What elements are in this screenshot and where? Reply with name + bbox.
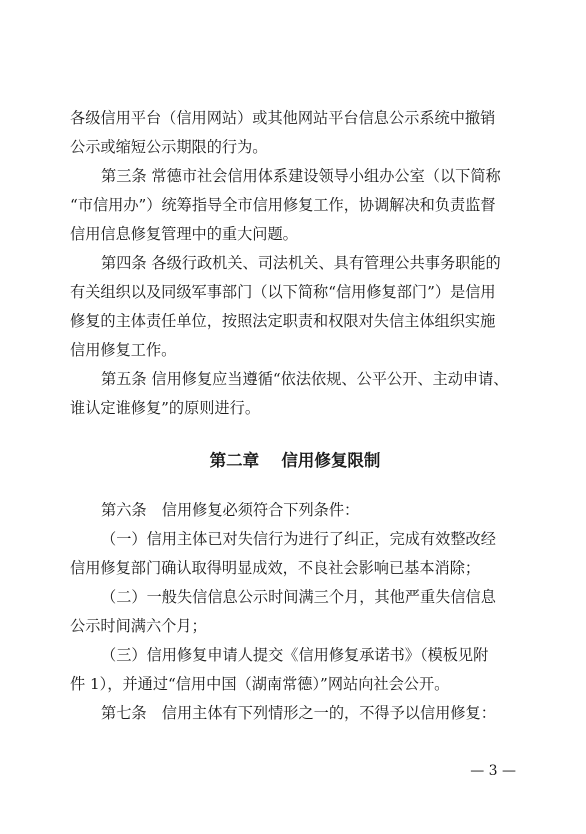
- text-line: 第五条 信用修复应当遵循“依法依规、公平公开、主动申请、: [101, 370, 509, 388]
- text-line: 第四条 各级行政机关、司法机关、具有管理公共事务职能的: [101, 254, 501, 272]
- condition-1: [70, 525, 520, 583]
- chapter-heading: 第二章 信用修复限制: [209, 451, 381, 470]
- condition-3: [70, 641, 520, 699]
- text-line: 公示或缩短公示期限的行为。: [70, 138, 268, 156]
- text-line: （一）信用主体已对失信行为进行了纠正，完成有效整改经: [101, 530, 496, 548]
- text-line: 有关组织以及同级军事部门（以下简称“信用修复部门”）是信用: [70, 283, 496, 301]
- article-6: [70, 496, 520, 525]
- text-line: 公示时间满六个月；: [70, 617, 207, 635]
- text-line: 修复的主体责任单位，按照法定职责和权限对失信主体组织实施: [70, 312, 496, 330]
- paragraph-continuation: [70, 104, 520, 162]
- article-5: [70, 365, 520, 423]
- text-line: 各级信用平台（信用网站）或其他网站平台信息公示系统中撤销: [70, 109, 496, 127]
- text-line: 谁认定谁修复”的原则进行。: [70, 399, 261, 417]
- text-line: “市信用办”）统筹指导全市信用修复工作，协调解决和负责监督: [70, 196, 496, 214]
- text-line: （二）一般失信信息公示时间满三个月，其他严重失信信息: [101, 588, 496, 606]
- condition-2: [70, 583, 520, 641]
- text-line: 第三条 常德市社会信用体系建设领导小组办公室（以下简称: [101, 167, 501, 185]
- page-body: [70, 104, 520, 728]
- page-number: — 3 —: [470, 763, 516, 779]
- text-line: 件 1），并通过“信用中国（湖南常德）”网站向社会公开。: [70, 675, 450, 693]
- text-line: 信用信息修复管理中的重大问题。: [70, 225, 298, 243]
- text-line: 信用修复工作。: [70, 341, 177, 359]
- text-line: 信用修复部门确认取得明显成效，不良社会影响已基本消除；: [70, 559, 481, 577]
- article-3: [70, 162, 520, 249]
- text-line: （三）信用修复申请人提交《信用修复承诺书》（模板见附: [101, 646, 489, 664]
- article-7: [70, 699, 520, 728]
- text-line: 第六条 信用修复必须符合下列条件：: [101, 501, 360, 519]
- article-4: [70, 249, 520, 365]
- text-line: 第七条 信用主体有下列情形之一的，不得予以信用修复：: [101, 704, 496, 722]
